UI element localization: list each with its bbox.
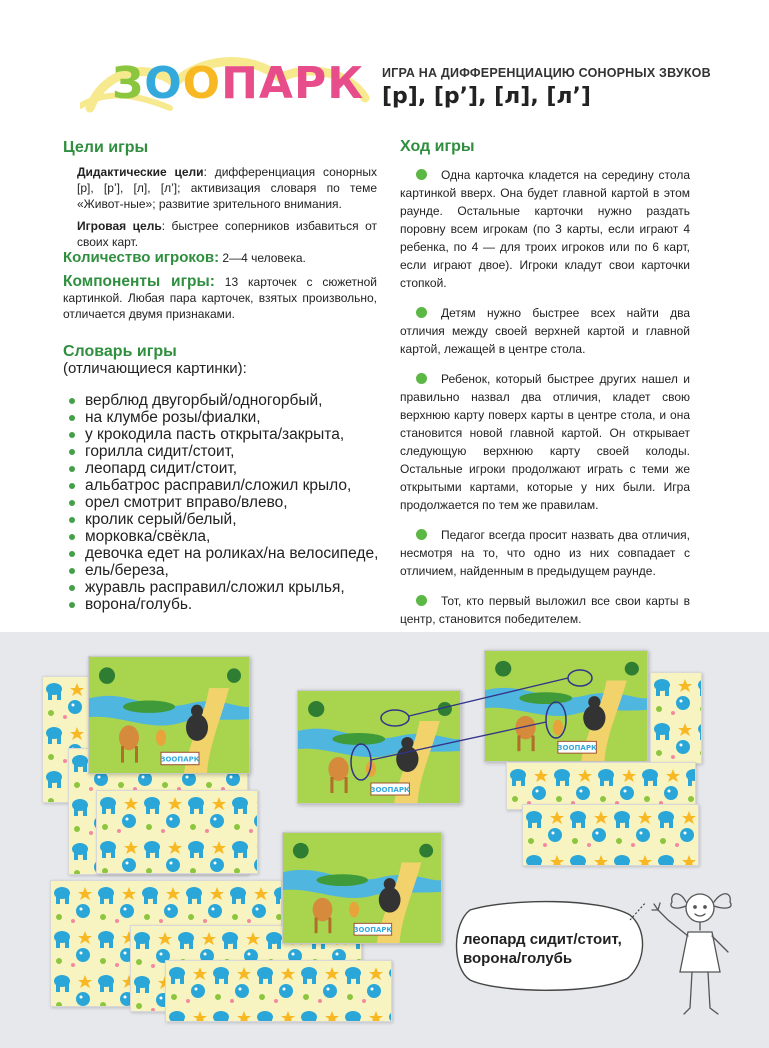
svg-text:ЗООПАРК: ЗООПАРК (353, 926, 393, 935)
svg-text:ЗООПАРК: ЗООПАРК (160, 754, 200, 764)
svg-text:ЗООПАРК: ЗООПАРК (370, 785, 410, 794)
game-goal-text: : быстрее соперников избавиться от своих карт. (77, 219, 377, 249)
components-value: 13 карточек с сюжетной картинкой. Любая пара карточек, взятых произвольно, отличается двумя признаками. (63, 275, 377, 321)
speech-text: леопард сидит/стоит, ворона/голубь (463, 931, 622, 967)
list-item: у крокодила пасть открыта/закрыта, (69, 426, 378, 443)
list-item: леопард сидит/стоит, (69, 460, 378, 477)
didactic-label: Дидактические цели (77, 165, 204, 179)
list-item: девочка едет на роликах/на велосипеде, (69, 545, 378, 562)
difference-circle (546, 702, 566, 738)
progress-title: Ход игры (400, 138, 475, 155)
didactic-text: : дифференциация сонорных [р], [р’], [л], [л’]; активизация словаря по теме «Живот-ные»; развитие зрительного внимания. (77, 165, 377, 211)
svg-text:ЗООПАРК: ЗООПАРК (557, 744, 597, 753)
step-item: Детям нужно быстрее всех найти два отличия между своей верхней картой и главной картой, лежащей в центре стола. (400, 306, 690, 356)
sounds-heading: [р], [р’], [л], [л’] (382, 84, 591, 109)
list-item: ворона/голубь. (69, 596, 378, 613)
step-item: Ребенок, который быстрее других нашел и правильно назвал два отличия, кладет свою верхнюю карту поверх карты в центре стола, и она становится новой главной картой. Он открывает следующую верхнюю карту своей колоды. Остальные игроки продолжают играть с теми же открытыми картами, которые у них были. Игра продолжается по тем же правилам. (400, 372, 690, 512)
difference-circle (381, 710, 409, 726)
logo-wordmark: ЗООПАРК (112, 58, 365, 109)
difference-circle (568, 670, 592, 686)
goals-title: Цели игры (63, 139, 149, 156)
step-item: Одна карточка кладется на середину стола картинкой вверх. Она будет главной картой в этом раунде. Остальные карточки нужно раздать поровну всем игрокам (по 3 карты, если играют 4 ребенка, по 4 — для троих игроков или по 6 карт, если играют двое). Игроки кладут свои карточки стопкой. (400, 168, 690, 290)
step-item: Педагог всегда просит назвать два отличия, несмотря на то, что одно из них совпадает с отличием, найденным в предыдущем раунде. (400, 528, 690, 578)
list-item: кролик серый/белый, (69, 511, 378, 528)
players-label: Количество игроков: (63, 249, 220, 266)
game-subtitle: ИГРА НА ДИФФЕРЕНЦИАЦИЮ СОНОРНЫХ ЗВУКОВ (382, 66, 711, 80)
components-label: Компоненты игры: (63, 273, 215, 290)
list-item: ель/береза, (69, 562, 378, 579)
list-item: верблюд двугорбый/одногорбый, (69, 392, 378, 409)
list-item: горилла сидит/стоит, (69, 443, 378, 460)
list-item: орел смотрит вправо/влево, (69, 494, 378, 511)
list-item: на клумбе розы/фиалки, (69, 409, 378, 426)
step-item: Тот, кто первый выложил все свои карты в центр, становится победителем. (400, 594, 690, 626)
list-item: журавль расправил/сложил крылья, (69, 579, 378, 596)
list-item: морковка/свёкла, (69, 528, 378, 545)
players-value: 2—4 человека. (219, 251, 306, 265)
girl-icon (640, 880, 745, 1030)
list-item: альбатрос расправил/сложил крыло, (69, 477, 378, 494)
vocabulary-title: Словарь игры (63, 343, 177, 360)
difference-circle (351, 744, 371, 780)
game-goal-label: Игровая цель (77, 219, 162, 233)
vocabulary-subtitle: (отличающиеся картинки): (63, 360, 247, 377)
